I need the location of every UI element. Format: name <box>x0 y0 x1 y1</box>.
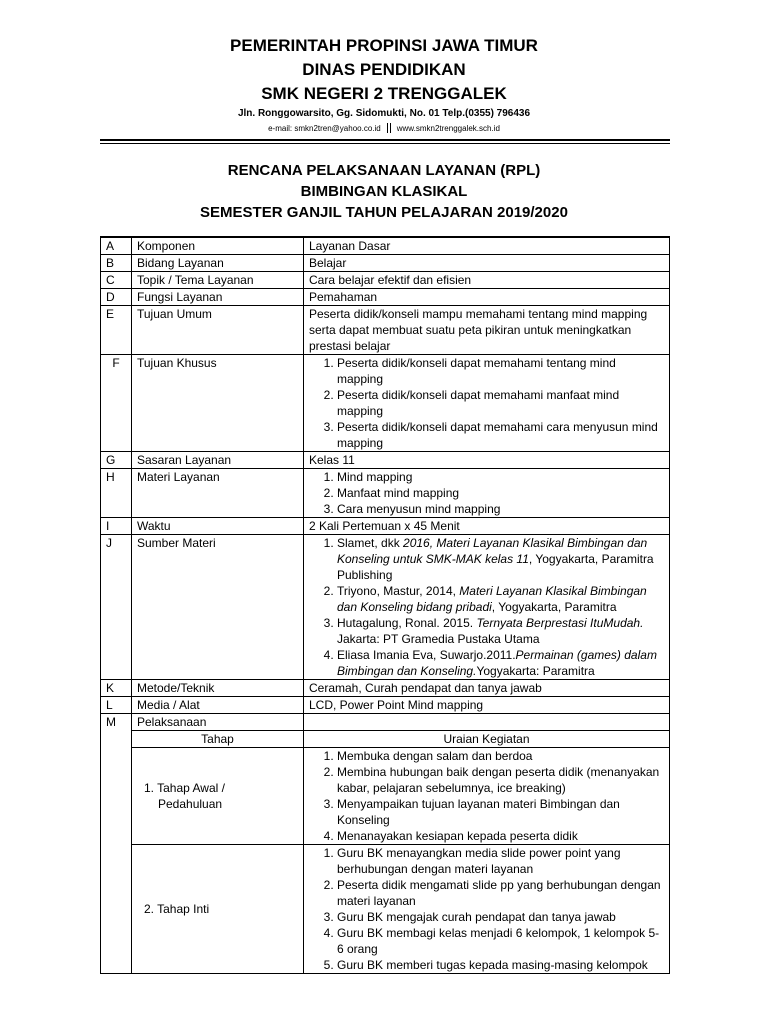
ref-publisher: Yogyakarta: Paramitra <box>476 664 595 678</box>
ref-author: Hutagalung, Ronal. 2015. <box>337 616 477 630</box>
row-label: Bidang Layanan <box>132 255 304 272</box>
row-label: Sumber Materi <box>132 535 304 680</box>
sumber-materi-list <box>309 535 664 679</box>
stage-name: 2. Tahap Inti <box>144 902 210 916</box>
tujuan-khusus-list <box>309 355 664 451</box>
table-row <box>101 469 670 518</box>
list-item: 5. Guru BK memberi tugas kepada masing-masing kelompok <box>337 957 664 973</box>
header-department: DINAS PENDIDIKAN <box>302 60 466 79</box>
list-item <box>337 647 664 679</box>
table-row <box>101 255 670 272</box>
table-row <box>101 697 670 714</box>
row-label: Tujuan Umum <box>132 306 304 355</box>
stage-label <box>132 845 304 974</box>
row-value: Kelas 11 <box>304 452 670 469</box>
tahap-header: Tahap <box>132 731 304 748</box>
row-letter: D <box>101 289 132 306</box>
row-letter: F <box>101 355 132 452</box>
list-item <box>337 615 664 647</box>
header-website: www.smkn2trenggalek.sch.id <box>396 124 500 133</box>
row-label: Media / Alat <box>132 697 304 714</box>
stage-label <box>132 748 304 845</box>
stage-name-cont: Pedahuluan <box>158 797 223 811</box>
ref-publisher: , Yogyakarta, Paramitra <box>491 600 617 614</box>
ref-author: Eliasa Imania Eva, Suwarjo.2011. <box>337 648 516 662</box>
row-value: Cara belajar efektif dan efisien <box>304 272 670 289</box>
list-item: 2. Manfaat mind mapping <box>337 485 664 501</box>
list-item: 3. Guru BK mengajak curah pendapat dan tanya jawab <box>337 909 664 925</box>
row-letter: M <box>101 714 132 974</box>
header-contact <box>0 123 768 133</box>
doc-subtitle: BIMBINGAN KLASIKAL <box>300 183 468 200</box>
row-value: Ceramah, Curah pendapat dan tanya jawab <box>304 680 670 697</box>
ref-title: Ternyata Berprestasi ItuMudah. <box>476 616 644 630</box>
inti-activity-list <box>309 845 664 973</box>
rpl-table <box>100 236 670 974</box>
row-value: Belajar <box>304 255 670 272</box>
table-row <box>101 535 670 680</box>
table-row <box>101 289 670 306</box>
row-label: Pelaksanaan <box>132 714 304 731</box>
row-label: Tujuan Khusus <box>132 355 304 452</box>
table-row <box>101 518 670 535</box>
list-item <box>337 583 664 615</box>
list-item: 1. Guru BK menayangkan media slide power point yang berhubungan dengan materi layanan <box>337 845 664 877</box>
table-row <box>101 748 670 845</box>
doc-title: RENCANA PELAKSANAAN LAYANAN (RPL) <box>227 162 541 179</box>
list-item: 3. Cara menyusun mind mapping <box>337 501 664 517</box>
row-label: Sasaran Layanan <box>132 452 304 469</box>
row-label: Topik / Tema Layanan <box>132 272 304 289</box>
list-item: 1. Mind mapping <box>337 469 664 485</box>
table-row <box>101 714 670 731</box>
table-row <box>101 272 670 289</box>
table-row <box>101 452 670 469</box>
list-item: 2. Membina hubungan baik dengan peserta didik (menanyakan kabar, pelajaran sebelumnya, ice breaking) <box>337 764 664 796</box>
table-row <box>101 731 670 748</box>
list-item: 3. Menyampaikan tujuan layanan materi Bimbingan dan Konseling <box>337 796 664 828</box>
materi-layanan-list <box>309 469 664 517</box>
separator-icon <box>387 123 391 133</box>
row-value <box>304 535 670 680</box>
ref-title: Materi Layanan Klasikal Bimbingan dan Konseling bidang pribadi <box>337 584 647 614</box>
row-label: Komponen <box>132 237 304 255</box>
row-letter: J <box>101 535 132 680</box>
table-row <box>101 237 670 255</box>
row-label: Metode/Teknik <box>132 680 304 697</box>
stage-name: 1. Tahap Awal / <box>144 781 225 795</box>
list-item: 4. Menanayakan kesiapan kepada peserta didik <box>337 828 664 844</box>
ref-author: Triyono, Mastur, 2014, <box>337 584 460 598</box>
stage-activities <box>304 845 670 974</box>
row-value: 2 Kali Pertemuan x 45 Menit <box>304 518 670 535</box>
list-item: 1. Peserta didik/konseli dapat memahami tentang mind mapping <box>337 355 664 387</box>
list-item: 2. Peserta didik mengamati slide pp yang berhubungan dengan materi layanan <box>337 877 664 909</box>
row-letter: I <box>101 518 132 535</box>
row-value: LCD, Power Point Mind mapping <box>304 697 670 714</box>
uraian-header: Uraian Kegiatan <box>304 731 670 748</box>
header-government: PEMERINTAH PROPINSI JAWA TIMUR <box>230 36 538 55</box>
row-value: Layanan Dasar <box>304 237 670 255</box>
row-letter: A <box>101 237 132 255</box>
ref-publisher: , Yogyakarta, Paramitra Publishing <box>337 552 654 582</box>
row-letter: E <box>101 306 132 355</box>
table-row <box>101 306 670 355</box>
header-school: SMK NEGERI 2 TRENGGALEK <box>261 84 507 103</box>
ref-title: 2016, Materi Layanan Klasikal Bimbingan dan Konseling untuk SMK-MAK kelas 11 <box>337 536 648 566</box>
header-email: e-mail: smkn2tren@yahoo.co.id <box>268 124 381 133</box>
ref-author: Slamet, dkk <box>337 536 404 550</box>
stage-activities <box>304 748 670 845</box>
row-letter: L <box>101 697 132 714</box>
row-value <box>304 469 670 518</box>
doc-semester: SEMESTER GANJIL TAHUN PELAJARAN 2019/2020 <box>200 204 568 221</box>
header-rule-thin <box>100 143 670 144</box>
table-row <box>101 680 670 697</box>
list-item: 4. Guru BK membagi kelas menjadi 6 kelompok, 1 kelompok 5- 6 orang <box>337 925 664 957</box>
row-letter: C <box>101 272 132 289</box>
table-row <box>101 845 670 974</box>
row-value: Pemahaman <box>304 289 670 306</box>
row-label: Waktu <box>132 518 304 535</box>
row-letter: G <box>101 452 132 469</box>
header-address: Jln. Ronggowarsito, Gg. Sidomukti, No. 01 Telp.(0355) 796436 <box>237 108 531 119</box>
list-item: 3. Peserta didik/konseli dapat memahami cara menyusun mind mapping <box>337 419 664 451</box>
row-value <box>304 714 670 731</box>
row-label: Fungsi Layanan <box>132 289 304 306</box>
table-row <box>101 355 670 452</box>
list-item: 2. Peserta didik/konseli dapat memahami manfaat mind mapping <box>337 387 664 419</box>
row-value: Peserta didik/konseli mampu memahami tentang mind mapping serta dapat membuat suatu peta pikiran untuk meningkatkan prestasi belajar <box>304 306 670 355</box>
awal-activity-list <box>309 748 664 844</box>
list-item: 1. Membuka dengan salam dan berdoa <box>337 748 664 764</box>
row-value <box>304 355 670 452</box>
list-item <box>337 535 664 583</box>
row-letter: B <box>101 255 132 272</box>
row-letter: H <box>101 469 132 518</box>
row-letter: K <box>101 680 132 697</box>
row-label: Materi Layanan <box>132 469 304 518</box>
ref-title: Permainan (games) dalam Bimbingan dan Konseling. <box>337 648 657 678</box>
ref-publisher: Jakarta: PT Gramedia Pustaka Utama <box>337 632 540 646</box>
header-rule-thick <box>100 139 670 141</box>
